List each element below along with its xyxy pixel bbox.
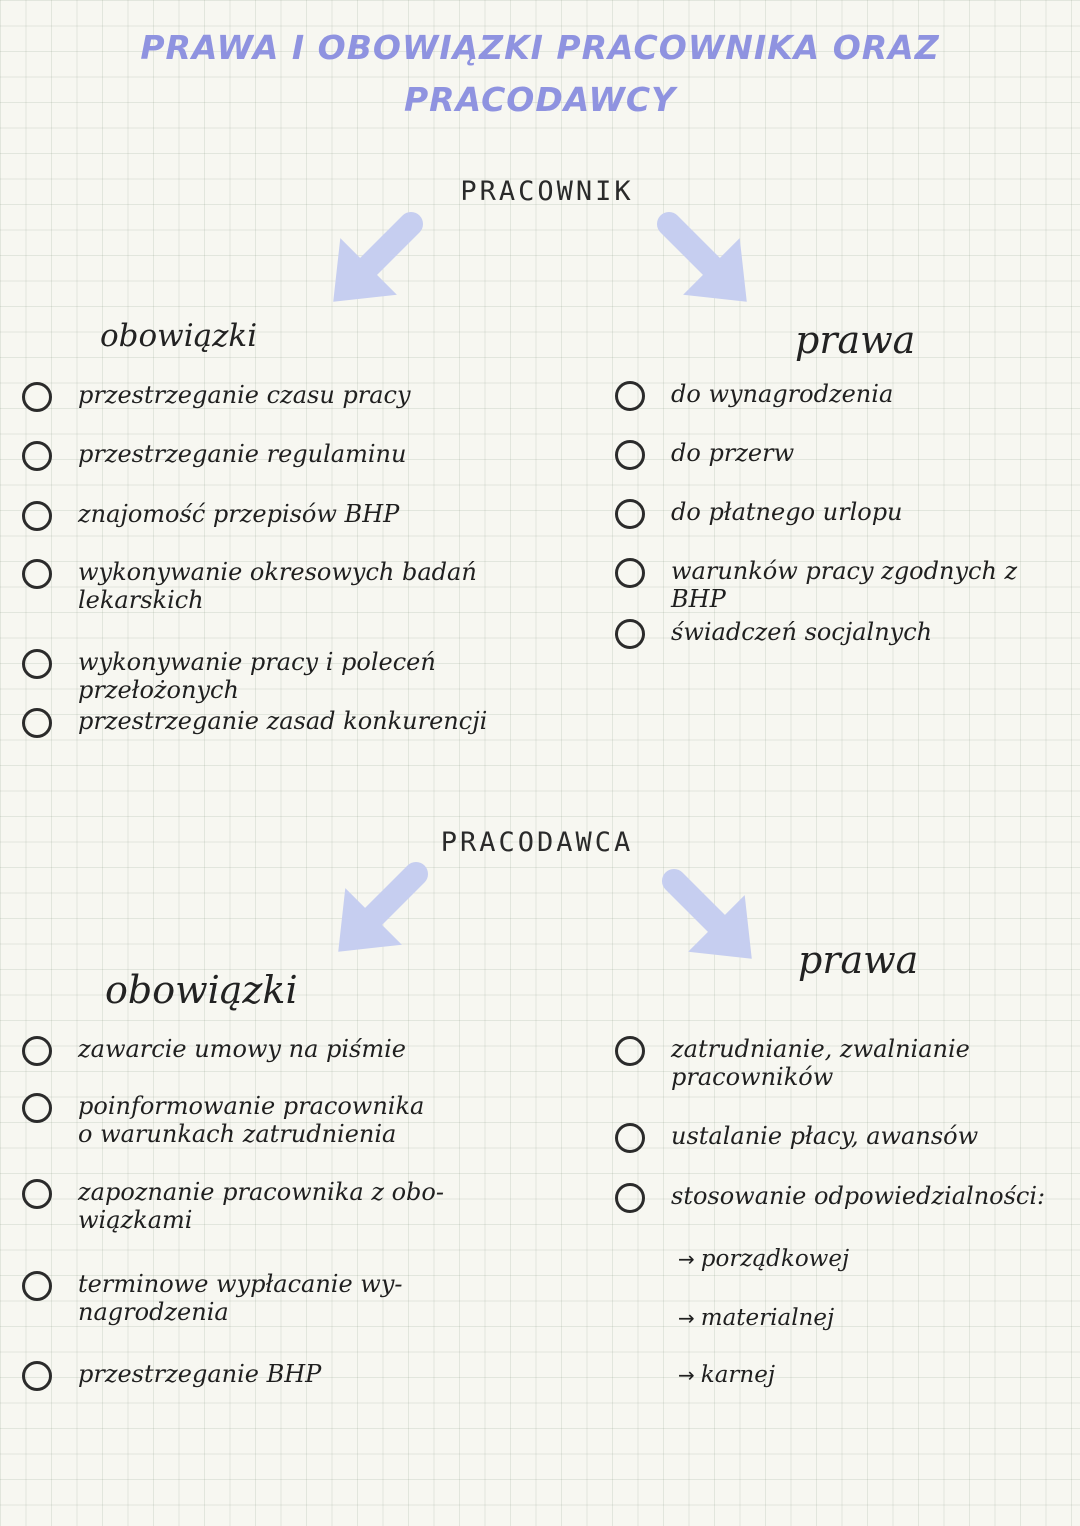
list-item — [615, 557, 1075, 613]
circle-bullet-icon — [615, 381, 645, 411]
sub-list-item-text: karnej — [700, 1362, 775, 1388]
list-item-text: wykonywanie okresowych badań lekarskich — [78, 558, 477, 614]
circle-bullet-icon — [22, 1093, 52, 1123]
circle-bullet-icon — [22, 1036, 52, 1066]
circle-bullet-icon — [22, 649, 52, 679]
list-item — [615, 498, 1065, 529]
list-item — [22, 440, 542, 471]
circle-bullet-icon — [22, 441, 52, 471]
list-item — [22, 1360, 562, 1391]
sub-list-item-text: materialnej — [700, 1305, 835, 1331]
list-item — [22, 707, 562, 738]
circle-bullet-icon — [615, 619, 645, 649]
list-item-text: ustalanie płacy, awansów — [671, 1122, 979, 1150]
circle-bullet-icon — [615, 558, 645, 588]
circle-bullet-icon — [22, 501, 52, 531]
circle-bullet-icon — [22, 559, 52, 589]
pracownik-obowiazki-heading: obowiązki — [100, 318, 258, 354]
list-item — [615, 618, 1065, 649]
list-item-text: przestrzeganie BHP — [78, 1360, 322, 1388]
list-item-text: przestrzeganie czasu pracy — [78, 381, 411, 409]
sub-list-item-text: porządkowej — [700, 1246, 850, 1272]
circle-bullet-icon — [22, 382, 52, 412]
list-item-text: warunków pracy zgodnych z BHP — [671, 557, 1018, 613]
circle-bullet-icon — [615, 1036, 645, 1066]
sub-list-item — [678, 1246, 849, 1272]
list-item — [615, 439, 1065, 470]
list-item — [615, 1035, 1065, 1091]
list-item-text: stosowanie odpowiedzialności: — [671, 1182, 1046, 1210]
list-item — [22, 648, 582, 704]
pracodawca-heading: PRACODAWCA — [440, 827, 634, 858]
circle-bullet-icon — [22, 708, 52, 738]
list-item-text: zapoznanie pracownika z obo- wiązkami — [78, 1178, 444, 1234]
list-item-text: do płatnego urlopu — [671, 498, 903, 526]
list-item — [615, 380, 1065, 411]
pracodawca-obowiazki-heading: obowiązki — [105, 968, 298, 1012]
page-title-line-1: PRAWA I OBOWIĄZKI PRACOWNIKA ORAZ — [140, 28, 940, 67]
list-item — [22, 1270, 562, 1326]
list-item-text: przestrzeganie zasad konkurencji — [78, 707, 488, 735]
circle-bullet-icon — [615, 499, 645, 529]
circle-bullet-icon — [615, 440, 645, 470]
list-item-text: zatrudnianie, zwalnianie pracowników — [671, 1035, 970, 1091]
list-item-text: świadczeń socjalnych — [671, 618, 933, 646]
list-item-text: wykonywanie pracy i poleceń przełożonych — [78, 648, 436, 704]
list-item-text: znajomość przepisów BHP — [78, 500, 400, 528]
circle-bullet-icon — [22, 1179, 52, 1209]
list-item-text: do przerw — [671, 439, 795, 467]
list-item — [615, 1122, 1065, 1153]
list-item-text: poinformowanie pracownika o warunkach zatrudnienia — [78, 1092, 425, 1148]
sub-list-item — [678, 1305, 834, 1331]
arrow-down-left-icon — [315, 855, 435, 975]
list-item — [22, 500, 542, 531]
page-title-line-2: PRACODAWCY — [403, 80, 677, 119]
circle-bullet-icon — [22, 1361, 52, 1391]
arrow-right-icon: → — [678, 1247, 695, 1271]
list-item-text: terminowe wypłacanie wy- nagrodzenia — [78, 1270, 403, 1326]
list-item — [22, 1092, 562, 1148]
list-item-text: zawarcie umowy na piśmie — [78, 1035, 407, 1063]
arrow-right-icon: → — [678, 1306, 695, 1330]
list-item — [615, 1182, 1065, 1213]
arrow-down-left-icon — [310, 205, 430, 325]
list-item — [22, 1178, 562, 1234]
list-item-text: przestrzeganie regulaminu — [78, 440, 407, 468]
arrow-right-icon: → — [678, 1363, 695, 1387]
sub-list-item — [678, 1362, 775, 1388]
list-item — [22, 558, 562, 614]
arrow-down-right-icon — [655, 862, 775, 982]
arrow-down-right-icon — [650, 205, 770, 325]
list-item-text: do wynagrodzenia — [671, 380, 894, 408]
circle-bullet-icon — [615, 1123, 645, 1153]
list-item — [22, 1035, 562, 1066]
pracownik-heading: PRACOWNIK — [460, 176, 634, 207]
circle-bullet-icon — [22, 1271, 52, 1301]
circle-bullet-icon — [615, 1183, 645, 1213]
list-item — [22, 381, 542, 412]
pracodawca-prawa-heading: prawa — [798, 938, 919, 982]
pracownik-prawa-heading: prawa — [795, 318, 916, 362]
